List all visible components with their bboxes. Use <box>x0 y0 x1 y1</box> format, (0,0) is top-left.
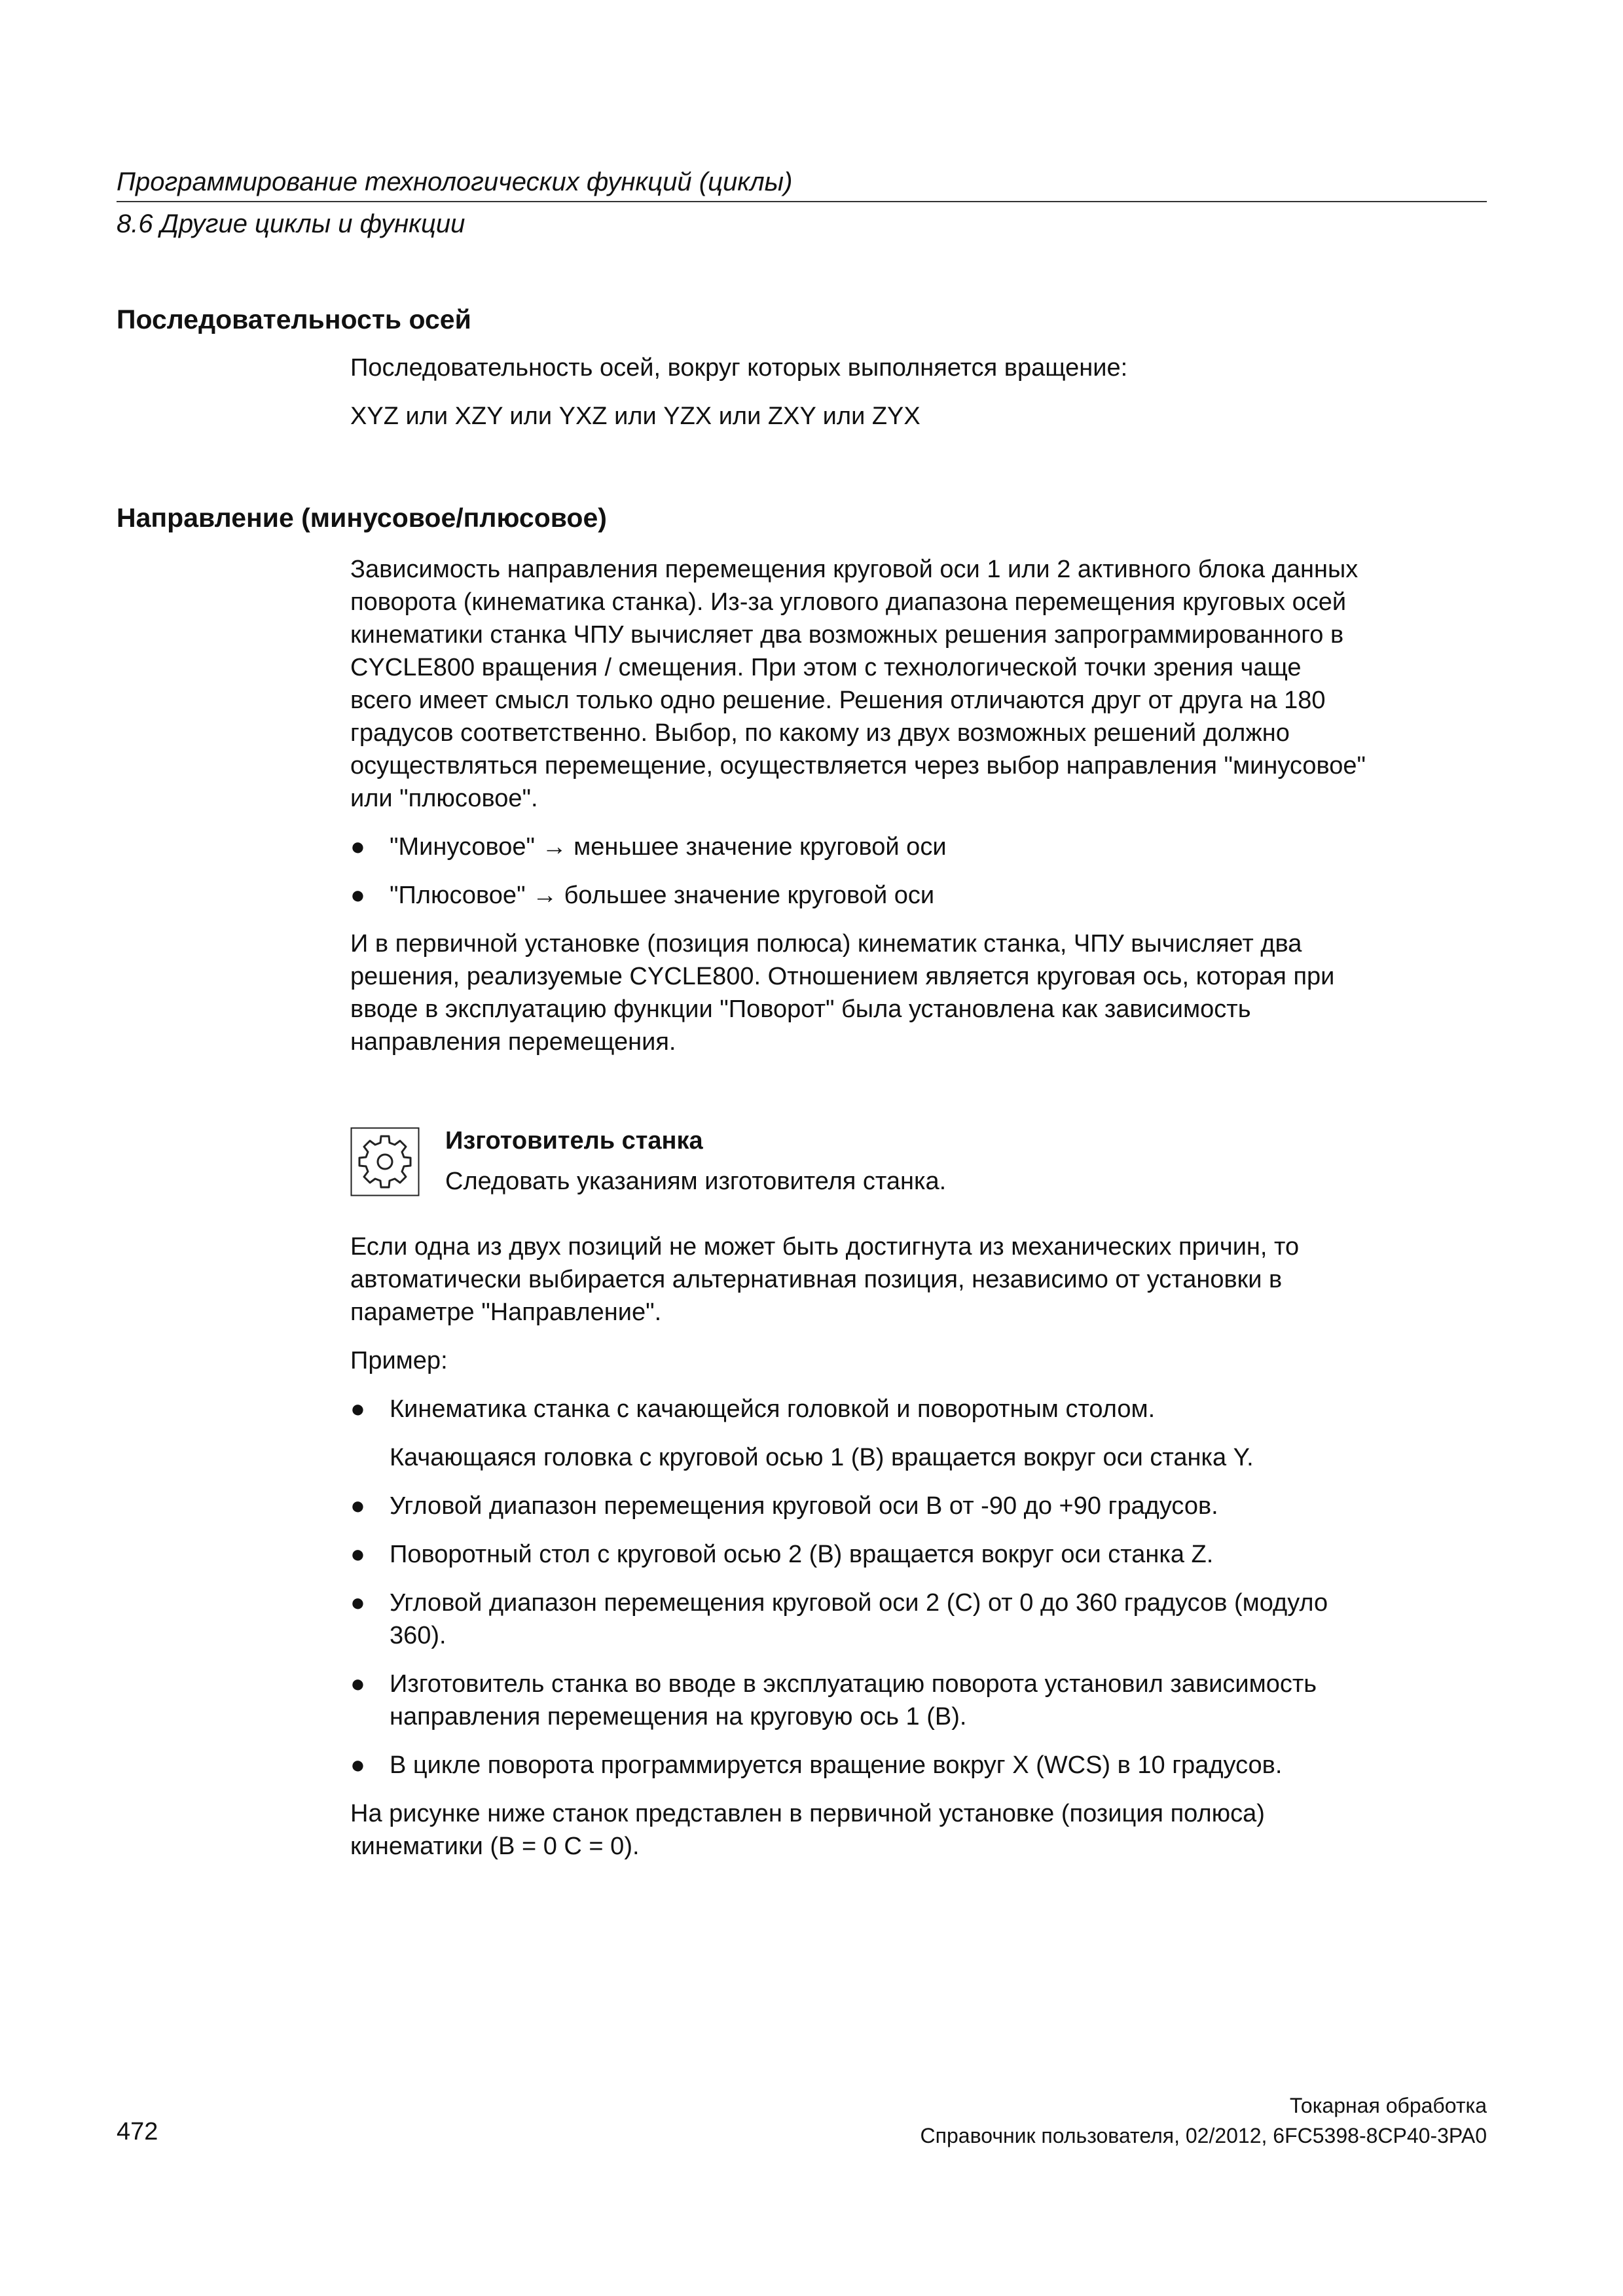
bullet-text: "Минусовое" → меньшее значение круговой оси <box>390 833 947 861</box>
note-text: Следовать указаниям изготовителя станка. <box>445 1168 947 1195</box>
example-label: Пример: <box>350 1347 448 1374</box>
axis-order-options: XYZ или XZY или YXZ или YZX или ZXY или ZYX <box>350 403 921 430</box>
example-bullet-list-2 <box>350 1490 1489 1782</box>
list-item <box>350 879 1489 912</box>
text-line: CYCLE800 вращения / смещения. При этом с технологической точки зрения чаще <box>350 654 1302 681</box>
text-line: поворота (кинематика станка). Из-за углового диапазона перемещения круговых осей <box>350 588 1347 616</box>
text-line: автоматически выбирается альтернативная позиция, независимо от установки в <box>350 1266 1283 1293</box>
text-line: решения, реализуемые CYCLE800. Отношением является круговая ось, которая при <box>350 963 1335 990</box>
header-rule <box>117 201 1487 202</box>
bullet-icon: ● <box>350 1395 365 1423</box>
bullet-continuation: Качающаяся головка с круговой осью 1 (B) вращается вокруг оси станка Y. <box>390 1444 1254 1471</box>
list-item <box>350 1538 1489 1571</box>
bullet-text: Угловой диапазон перемещения круговой оси 2 (C) от 0 до 360 градусов (модуло <box>390 1589 1328 1617</box>
text-line: Зависимость направления перемещения круговой оси 1 или 2 активного блока данных <box>350 556 1359 583</box>
note-title: Изготовитель станка <box>445 1127 703 1155</box>
direction-bullet-list <box>350 831 1489 912</box>
bullet-text: В цикле поворота программируется вращение вокруг X (WCS) в 10 градусов. <box>390 1751 1283 1779</box>
text-line: Если одна из двух позиций не может быть достигнута из механических причин, то <box>350 1233 1300 1261</box>
list-item <box>350 1587 1489 1652</box>
gear-icon <box>350 1127 420 1196</box>
bullet-icon: ● <box>350 1492 365 1520</box>
text-line: кинематики станка ЧПУ вычисляет два возможных решения запрограммированного в <box>350 621 1344 649</box>
text-line: параметре "Направление". <box>350 1299 662 1326</box>
text-line: градусов соответственно. Выбор, по какому из двух возможных решений должно <box>350 719 1290 747</box>
bullet-text: Поворотный стол с круговой осью 2 (B) вращается вокруг оси станка Z. <box>390 1541 1214 1568</box>
axis-order-text: Последовательность осей, вокруг которых выполняется вращение: <box>350 354 1128 382</box>
list-item <box>350 1668 1489 1733</box>
direction-paragraph-2 <box>350 927 1489 1058</box>
running-header-subtitle: 8.6 Другие циклы и функции <box>117 209 465 238</box>
bullet-icon: ● <box>350 1541 365 1568</box>
bullet-icon: ● <box>350 833 365 861</box>
bullet-text: "Плюсовое" → большее значение круговой оси <box>390 882 935 909</box>
example-block <box>350 1230 1489 1863</box>
footer-book-info: Справочник пользователя, 02/2012, 6FC5398-8CP40-3PA0 <box>920 2124 1487 2147</box>
direction-paragraph <box>350 553 1489 815</box>
bullet-text: Кинематика станка с качающейся головкой и поворотным столом. <box>390 1395 1156 1423</box>
axis-order-block <box>350 351 1489 433</box>
list-item <box>350 1490 1489 1522</box>
bullet-text: Изготовитель станка во вводе в эксплуатацию поворота установил зависимость <box>390 1670 1317 1698</box>
text-line: И в первичной установке (позиция полюса) кинематик станка, ЧПУ вычисляет два <box>350 930 1302 958</box>
list-item <box>350 831 1489 863</box>
list-item <box>350 1749 1489 1782</box>
heading-axis-order: Последовательность осей <box>117 304 471 334</box>
bullet-icon: ● <box>350 1670 365 1698</box>
text-line: вводе в эксплуатацию функции "Поворот" была установлена как зависимость <box>350 996 1251 1023</box>
text-line: направления перемещения. <box>350 1028 676 1056</box>
heading-direction: Направление (минусовое/плюсовое) <box>117 503 607 533</box>
text-line: всего имеет смысл только одно решение. Решения отличаются друг от друга на 180 <box>350 687 1326 714</box>
direction-block <box>350 553 1489 1058</box>
text-line: или "плюсовое". <box>350 785 538 812</box>
bullet-icon: ● <box>350 882 365 909</box>
bullet-icon: ● <box>350 1751 365 1779</box>
text-line: кинематики (B = 0 C = 0). <box>350 1833 640 1860</box>
list-item <box>350 1393 1489 1426</box>
bullet-text: Угловой диапазон перемещения круговой оси B от -90 до +90 градусов. <box>390 1492 1218 1520</box>
running-header-title: Программирование технологических функций (циклы) <box>117 168 793 196</box>
bullet-text: направления перемещения на круговую ось 1 (B). <box>390 1703 967 1731</box>
example-bullet-list <box>350 1393 1489 1426</box>
example-intro <box>350 1230 1489 1329</box>
page-number: 472 <box>117 2118 158 2145</box>
bullet-text: 360). <box>390 1622 447 1649</box>
text-line: На рисунке ниже станок представлен в первичной установке (позиция полюса) <box>350 1800 1265 1827</box>
bullet-icon: ● <box>350 1589 365 1617</box>
text-line: осуществляться перемещение, осуществляется через выбор направления "минусовое" <box>350 752 1366 780</box>
example-closing-paragraph <box>350 1797 1489 1863</box>
footer-book-title: Токарная обработка <box>1289 2094 1487 2117</box>
